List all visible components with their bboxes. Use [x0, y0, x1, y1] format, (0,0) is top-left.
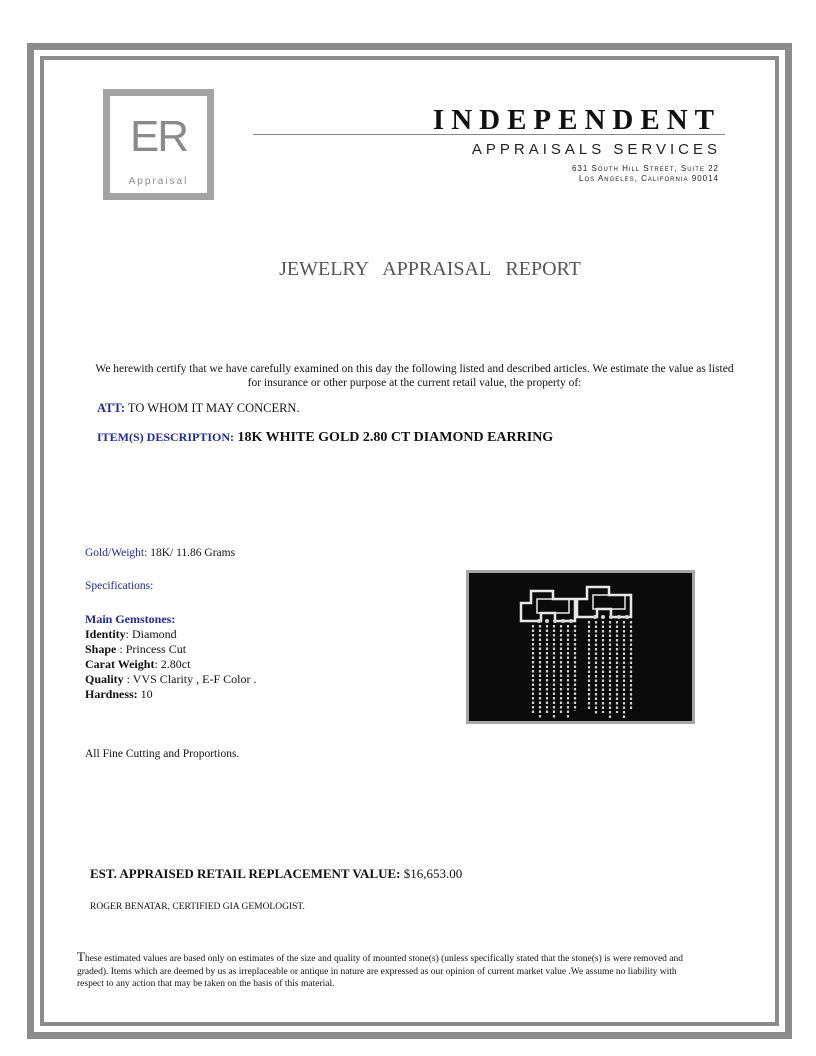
shape-label: Shape — [85, 642, 117, 656]
estimated-value-label: EST. APPRAISED RETAIL REPLACEMENT VALUE: — [90, 866, 401, 881]
specifications-label: Specifications: — [85, 580, 154, 592]
report-title: JEWELRY APPRAISAL REPORT — [279, 258, 581, 280]
item-description — [97, 430, 553, 446]
gold-weight-label: Gold/Weight: — [85, 547, 148, 559]
carat-row — [85, 657, 256, 672]
identity-label: Identity — [85, 627, 126, 641]
att-value: TO WHOM IT MAY CONCERN. — [127, 401, 300, 415]
shape-row — [85, 642, 256, 657]
estimated-value — [90, 866, 462, 882]
identity-value: : Diamond — [125, 627, 177, 641]
carat-value: : 2.80ct — [154, 657, 191, 671]
appraiser-name: ROGER BENATAR, CERTIFIED GIA GEMOLOGIST. — [90, 902, 305, 912]
item-description-value: 18K WHITE GOLD 2.80 CT DIAMOND EARRING — [237, 430, 554, 445]
gemstones-heading: Main Gemstones: — [85, 612, 176, 626]
gold-weight-value: 18K/ 11.86 Grams — [150, 547, 236, 559]
gemstone-details — [85, 612, 256, 702]
earring-photo — [466, 570, 695, 724]
gold-weight — [85, 547, 235, 559]
company-logo — [103, 89, 214, 200]
carat-label: Carat Weight — [85, 657, 155, 671]
estimated-value-amount: $16,653.00 — [403, 866, 463, 881]
identity-row — [85, 627, 256, 642]
hardness-value: 10 — [137, 687, 153, 701]
attention-line — [97, 401, 300, 416]
disclaimer-text: hese estimated values are based only on estimates of the size and quality of mounted stone(s) (unless specifically stated that the stone(s) is were removed and graded). Items which are deemed by us as irreplaceable or antique in nature are expressed as our opinion of current market value .We assume no liability with respect to any action that may be taken on the basis of this material. — [77, 954, 684, 989]
quality-row — [85, 672, 256, 687]
logo-mark: ER — [129, 112, 188, 161]
att-label: ATT: — [97, 401, 126, 415]
quality-label: Quality — [85, 672, 124, 686]
hardness-row — [85, 687, 256, 702]
firm-subtitle: APPRAISALS SERVICES — [471, 141, 721, 158]
address-line-2: Los Angeles, California 90014 — [579, 174, 719, 183]
earring-illustration — [469, 573, 692, 721]
disclaimer — [77, 951, 697, 991]
firm-name: INDEPENDENT — [432, 104, 721, 136]
quality-value: : VVS Clarity , E-F Color . — [123, 672, 257, 686]
certification-text: We herewith certify that we have carefully examined on this day the following listed and described articles. We estimate the value as listed for insurance or other purpose at the current retail value, the property of: — [95, 363, 734, 389]
logo-text: Appraisal — [128, 176, 189, 187]
hardness-label: Hardness: — [85, 687, 138, 701]
address-line-1: 631 South Hill Street, Suite 22 — [571, 164, 719, 173]
shape-value: : Princess Cut — [116, 642, 187, 656]
disclaimer-first-letter: T — [77, 949, 85, 964]
fine-cutting-note: All Fine Cutting and Proportions. — [85, 748, 240, 760]
item-description-label: ITEM(S) DESCRIPTION: — [97, 430, 235, 444]
